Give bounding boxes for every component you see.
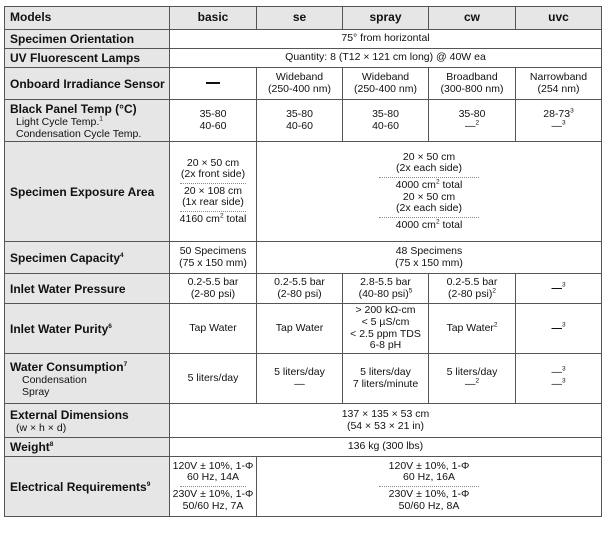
label-lamps: UV Fluorescent Lamps — [5, 49, 170, 68]
pressure-uvc: —$^3$ — [516, 274, 602, 304]
header-uvc: uvc — [516, 7, 602, 30]
consumption-cw: 5 liters/day —$^2$ — [429, 354, 516, 404]
label-electrical: Electrical Requirements$^9$ — [5, 457, 170, 517]
purity-uvc: —$^3$ — [516, 304, 602, 354]
row-exposure — [5, 142, 602, 242]
exposure-other: 20 × 50 cm (2x each side) 4000 $cm^2$ total 20 × 50 cm (2x each side) 4000 $cm^2$ total — [257, 142, 602, 242]
label-purity: Inlet Water Purity$^6$ — [5, 304, 170, 354]
label-dimensions: External Dimensions (w × h × d) — [5, 404, 170, 438]
consumption-spray: 5 liters/day 7 liters/minute — [343, 354, 429, 404]
purity-basic: Tap Water — [170, 304, 257, 354]
sensor-cw: Broadband (300-800 nm) — [429, 68, 516, 100]
dimensions-value: 137 × 135 × 53 cm (54 × 53 × 21 in) — [170, 404, 602, 438]
consumption-se: 5 liters/day — — [257, 354, 343, 404]
header-spray: spray — [343, 7, 429, 30]
electrical-other: 120V ± 10%, 1-Φ 60 Hz, 16A 230V ± 10%, 1-Φ 50/60 Hz, 8A — [257, 457, 602, 517]
bpt-spray: 35-80 40-60 — [343, 100, 429, 142]
purity-spray: > 200 kΩ-cm < 5 µS/cm < 2.5 ppm TDS 6-8 pH — [343, 304, 429, 354]
header-models: Models — [5, 7, 170, 30]
header-row — [5, 7, 602, 30]
row-sensor — [5, 68, 602, 100]
sensor-basic — [170, 68, 257, 100]
lamps-value: Quantity: 8 (T12 × 121 cm long) @ 40W ea — [170, 49, 602, 68]
sensor-spray: Wideband (250-400 nm) — [343, 68, 429, 100]
row-electrical — [5, 457, 602, 517]
pressure-basic: 0.2-5.5 bar (2-80 psi) — [170, 274, 257, 304]
purity-cw: Tap Water$^2$ — [429, 304, 516, 354]
sensor-se: Wideband (250-400 nm) — [257, 68, 343, 100]
label-pressure: Inlet Water Pressure — [5, 274, 170, 304]
header-se: se — [257, 7, 343, 30]
pressure-spray: 2.8-5.5 bar (40-80 psi)$^5$ — [343, 274, 429, 304]
label-bpt: Black Panel Temp (°C) Light Cycle Temp.$^1$ Condensation Cycle Temp. — [5, 100, 170, 142]
row-capacity — [5, 242, 602, 274]
capacity-other: 48 Specimens (75 x 150 mm) — [257, 242, 602, 274]
row-consumption — [5, 354, 602, 404]
label-consumption: Water Consumption$^7$ Condensation Spray — [5, 354, 170, 404]
row-purity — [5, 304, 602, 354]
label-capacity: Specimen Capacity$^4$ — [5, 242, 170, 274]
label-sensor: Onboard Irradiance Sensor — [5, 68, 170, 100]
header-cw: cw — [429, 7, 516, 30]
bpt-basic: 35-80 40-60 — [170, 100, 257, 142]
sensor-uvc: Narrowband (254 nm) — [516, 68, 602, 100]
purity-se: Tap Water — [257, 304, 343, 354]
pressure-se: 0.2-5.5 bar (2-80 psi) — [257, 274, 343, 304]
dotted-separator — [379, 177, 479, 178]
label-exposure: Specimen Exposure Area — [5, 142, 170, 242]
exposure-basic: 20 × 50 cm (2x front side) 20 × 108 cm (1x rear side) 4160 $cm^2$ total — [170, 142, 257, 242]
capacity-basic: 50 Specimens (75 x 150 mm) — [170, 242, 257, 274]
bpt-se: 35-80 40-60 — [257, 100, 343, 142]
row-pressure — [5, 274, 602, 304]
row-bpt — [5, 100, 602, 142]
label-orientation: Specimen Orientation — [5, 30, 170, 49]
pressure-cw: 0.2-5.5 bar (2-80 psi)$^2$ — [429, 274, 516, 304]
dotted-separator — [180, 211, 246, 212]
dotted-separator — [180, 486, 246, 487]
row-orientation — [5, 30, 602, 49]
header-basic: basic — [170, 7, 257, 30]
row-dimensions — [5, 404, 602, 438]
dotted-separator — [180, 183, 246, 184]
dotted-separator — [379, 217, 479, 218]
row-lamps — [5, 49, 602, 68]
row-weight — [5, 438, 602, 457]
consumption-uvc: —$^3$ —$^3$ — [516, 354, 602, 404]
spec-table — [4, 6, 602, 517]
weight-value: 136 kg (300 lbs) — [170, 438, 602, 457]
bpt-cw: 35-80 —$^2$ — [429, 100, 516, 142]
orientation-value: 75° from horizontal — [170, 30, 602, 49]
dotted-separator — [379, 486, 479, 487]
consumption-basic: 5 liters/day — [170, 354, 257, 404]
bpt-uvc: $28-73^3$ —$^3$ — [516, 100, 602, 142]
dash-mark — [206, 82, 220, 84]
electrical-basic: 120V ± 10%, 1-Φ 60 Hz, 14A 230V ± 10%, 1-Φ 50/60 Hz, 7A — [170, 457, 257, 517]
label-weight: Weight$^8$ — [5, 438, 170, 457]
